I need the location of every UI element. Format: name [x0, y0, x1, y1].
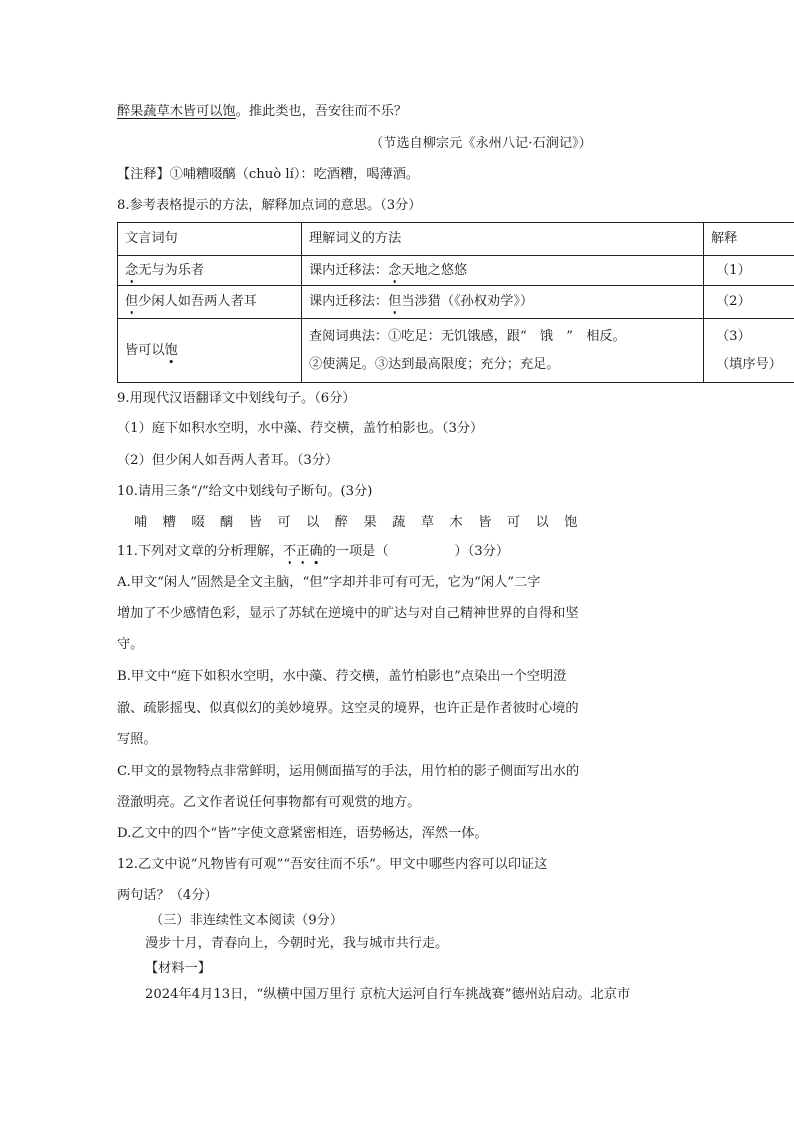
material-label: 【材料一】: [145, 961, 211, 976]
phrase-cell: 皆可以饱: [118, 319, 302, 383]
annotation-note: 【注释】①哺糟啜醨（chuò lí）：吃酒糟，喝薄酒。: [117, 167, 420, 182]
q11-option-b: B.甲文中“庭下如积水空明，水中藻、荇交横，盖竹柏影也”点染出一个空明澄: [117, 669, 567, 684]
q11-option-c: 澄澈明亮。乙文作者说任何事物都有可观赏的地方。: [117, 795, 421, 810]
q11-option-b: 澈、疏影摇曳、似真似幻的美妙境界。这空灵的境界，也许正是作者彼时心境的: [117, 701, 579, 716]
method-line: ②使满足。③达到最高限度；充分；充足。: [309, 356, 560, 372]
q11-option-a: 增加了不少感情色彩，显示了苏轼在逆境中的旷达与对自己精神世界的自得和坚: [117, 606, 579, 621]
method-line: 查阅词典法：①吃足：无饥饿感，跟“ 饿 ” 相反。: [309, 328, 626, 344]
dotted-char: 正: [296, 544, 310, 559]
q10-stem: 10.请用三条“/”给文中划线句子断句。(3分): [117, 484, 373, 499]
q11-option-a: 守。: [117, 637, 144, 652]
section-heading: （三）非连续性文本阅读（9分）: [150, 913, 344, 928]
table-row: [118, 319, 794, 383]
section-intro: 漫步十月，青春向上，今朝时光，我与城市共行走。: [145, 936, 449, 951]
answer-cell: （2）: [704, 286, 794, 319]
underlined-sentence: 醉果蔬草木皆可以饱: [117, 104, 236, 119]
q9-sub2: （2）但少闲人如吾两人者耳。（3分）: [117, 453, 339, 468]
method-cell: 课内迁移法：但当涉猎（《孙权劝学》）: [302, 286, 704, 319]
table-row: [118, 286, 794, 319]
dotted-char: 确: [309, 544, 323, 559]
dotted-char: 但: [125, 294, 139, 309]
header-cell: 解释: [704, 223, 794, 256]
phrase-cell: 但少闲人如吾两人者耳: [118, 286, 302, 319]
q8-table: [117, 222, 794, 383]
q11-option-c: C.甲文的景物特点非常鲜明，运用侧面描写的手法，用竹柏的影子侧面写出水的: [117, 764, 580, 779]
q12-line: 12.乙文中说“凡物皆有可观”“吾安往而不乐”。甲文中哪些内容可以印证这: [117, 857, 548, 872]
method-cell: [302, 319, 704, 383]
answer-cell: （1）: [704, 256, 794, 286]
passage-source: （节选自柳宗元《永州八记·石涧记》）: [370, 136, 592, 151]
dotted-char: 念: [388, 262, 402, 278]
dotted-char: 不: [283, 544, 297, 559]
answer-cell: （3） （填序号）: [704, 319, 794, 383]
header-cell: 文言词句: [118, 223, 302, 256]
header-cell: 理解词义的方法: [302, 223, 704, 256]
passage-line-1-rest: 。推此类也，吾安往而不乐？: [235, 104, 408, 119]
q11-option-b: 写照。: [117, 732, 157, 747]
q11-option-d: D.乙文中的四个“皆”字使文意紧密相连，语势畅达，浑然一体。: [117, 826, 488, 841]
dotted-char: 念: [125, 262, 139, 278]
table-row: [118, 256, 794, 286]
q9-stem: 9.用现代汉语翻译文中划线句子。（6分）: [117, 391, 356, 406]
q12-line: 两句话？（4分）: [117, 888, 218, 903]
method-cell: 课内迁移法：念天地之悠悠: [302, 256, 704, 286]
phrase-cell: 念无与为乐者: [118, 256, 302, 286]
dotted-char: 饱: [164, 342, 178, 358]
material-paragraph: 2024年4月13日，“纵横中国万里行 京杭大运河自行车挑战赛”德州站启动。北京市: [145, 987, 631, 1002]
passage-line-1: [117, 103, 407, 121]
q8-stem: 8.参考表格提示的方法，解释加点词的意思。（3分）: [117, 198, 422, 213]
q9-sub1: （1）庭下如积水空明，水中藻、荇交横，盖竹柏影也。（3分）: [117, 421, 484, 436]
q11-stem: 11.下列对文章的分析理解，不正确的一项是（ ）（3分）: [117, 544, 510, 559]
q11-option-a: A.甲文“闲人”固然是全文主脑，“但”字却并非可有可无，它为“闲人”二字: [117, 575, 541, 590]
q10-sentence: 哺糟啜醨皆可以醉果蔬草木皆可以饱: [134, 515, 593, 530]
dotted-char: 但: [388, 294, 402, 309]
table-header-row: [118, 223, 794, 256]
